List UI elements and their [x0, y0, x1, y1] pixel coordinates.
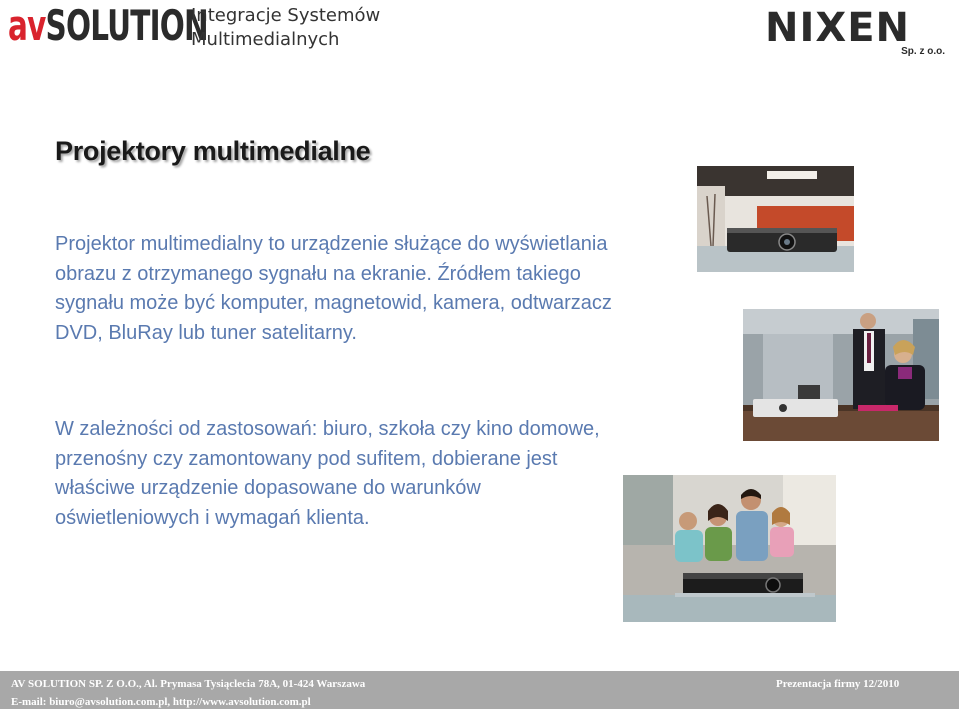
logo-av-text: av — [8, 1, 46, 50]
paragraph-intro: Projektor multimedialny to urządzenie służące do wyświetlania obrazu z otrzymanego sygnału na ekranie. Źródłem takiego sygnału może być komputer, magnetowid, kamera, odtwarzacz DVD, BluRay lub tuner satelitarny. — [55, 233, 612, 344]
photo-business-meeting — [743, 309, 939, 441]
av-solution-logo — [8, 2, 388, 90]
nixen-wordmark: NIXEN — [765, 5, 910, 51]
footer-address: AV SOLUTION SP. Z O.O., Al. Prymasa Tysiąclecia 78A, 01-424 Warszawa — [11, 678, 366, 690]
footer-presentation-date: Prezentacja firmy 12/2010 — [776, 678, 900, 690]
photo-projector-interior — [697, 166, 854, 272]
slide-title: Projektory multimedialne — [55, 136, 371, 166]
photo-family-home-cinema — [623, 475, 836, 622]
tagline-line-2: Multimedialnych — [191, 29, 340, 50]
footer-contact: E-mail: biuro@avsolution.com.pl, http://www.avsolution.com.pl — [11, 696, 311, 708]
footer-bar — [0, 671, 959, 709]
paragraph-usage: W zależności od zastosowań: biuro, szkoła czy kino domowe, przenośny czy zamontowany pod sufitem, dobierane jest właściwe urządzenie dopasowane do warunków oświetleniowych i wymagań klienta. — [55, 418, 600, 529]
logo-tagline — [191, 4, 380, 52]
tagline-line-1: Integracje Systemów — [191, 5, 381, 26]
logo-solution-text: SOLUTION — [45, 1, 208, 50]
nixen-subtitle: Sp. z o.o. — [901, 46, 945, 57]
av-solution-wordmark — [8, 2, 208, 50]
nixen-logo — [765, 5, 947, 58]
